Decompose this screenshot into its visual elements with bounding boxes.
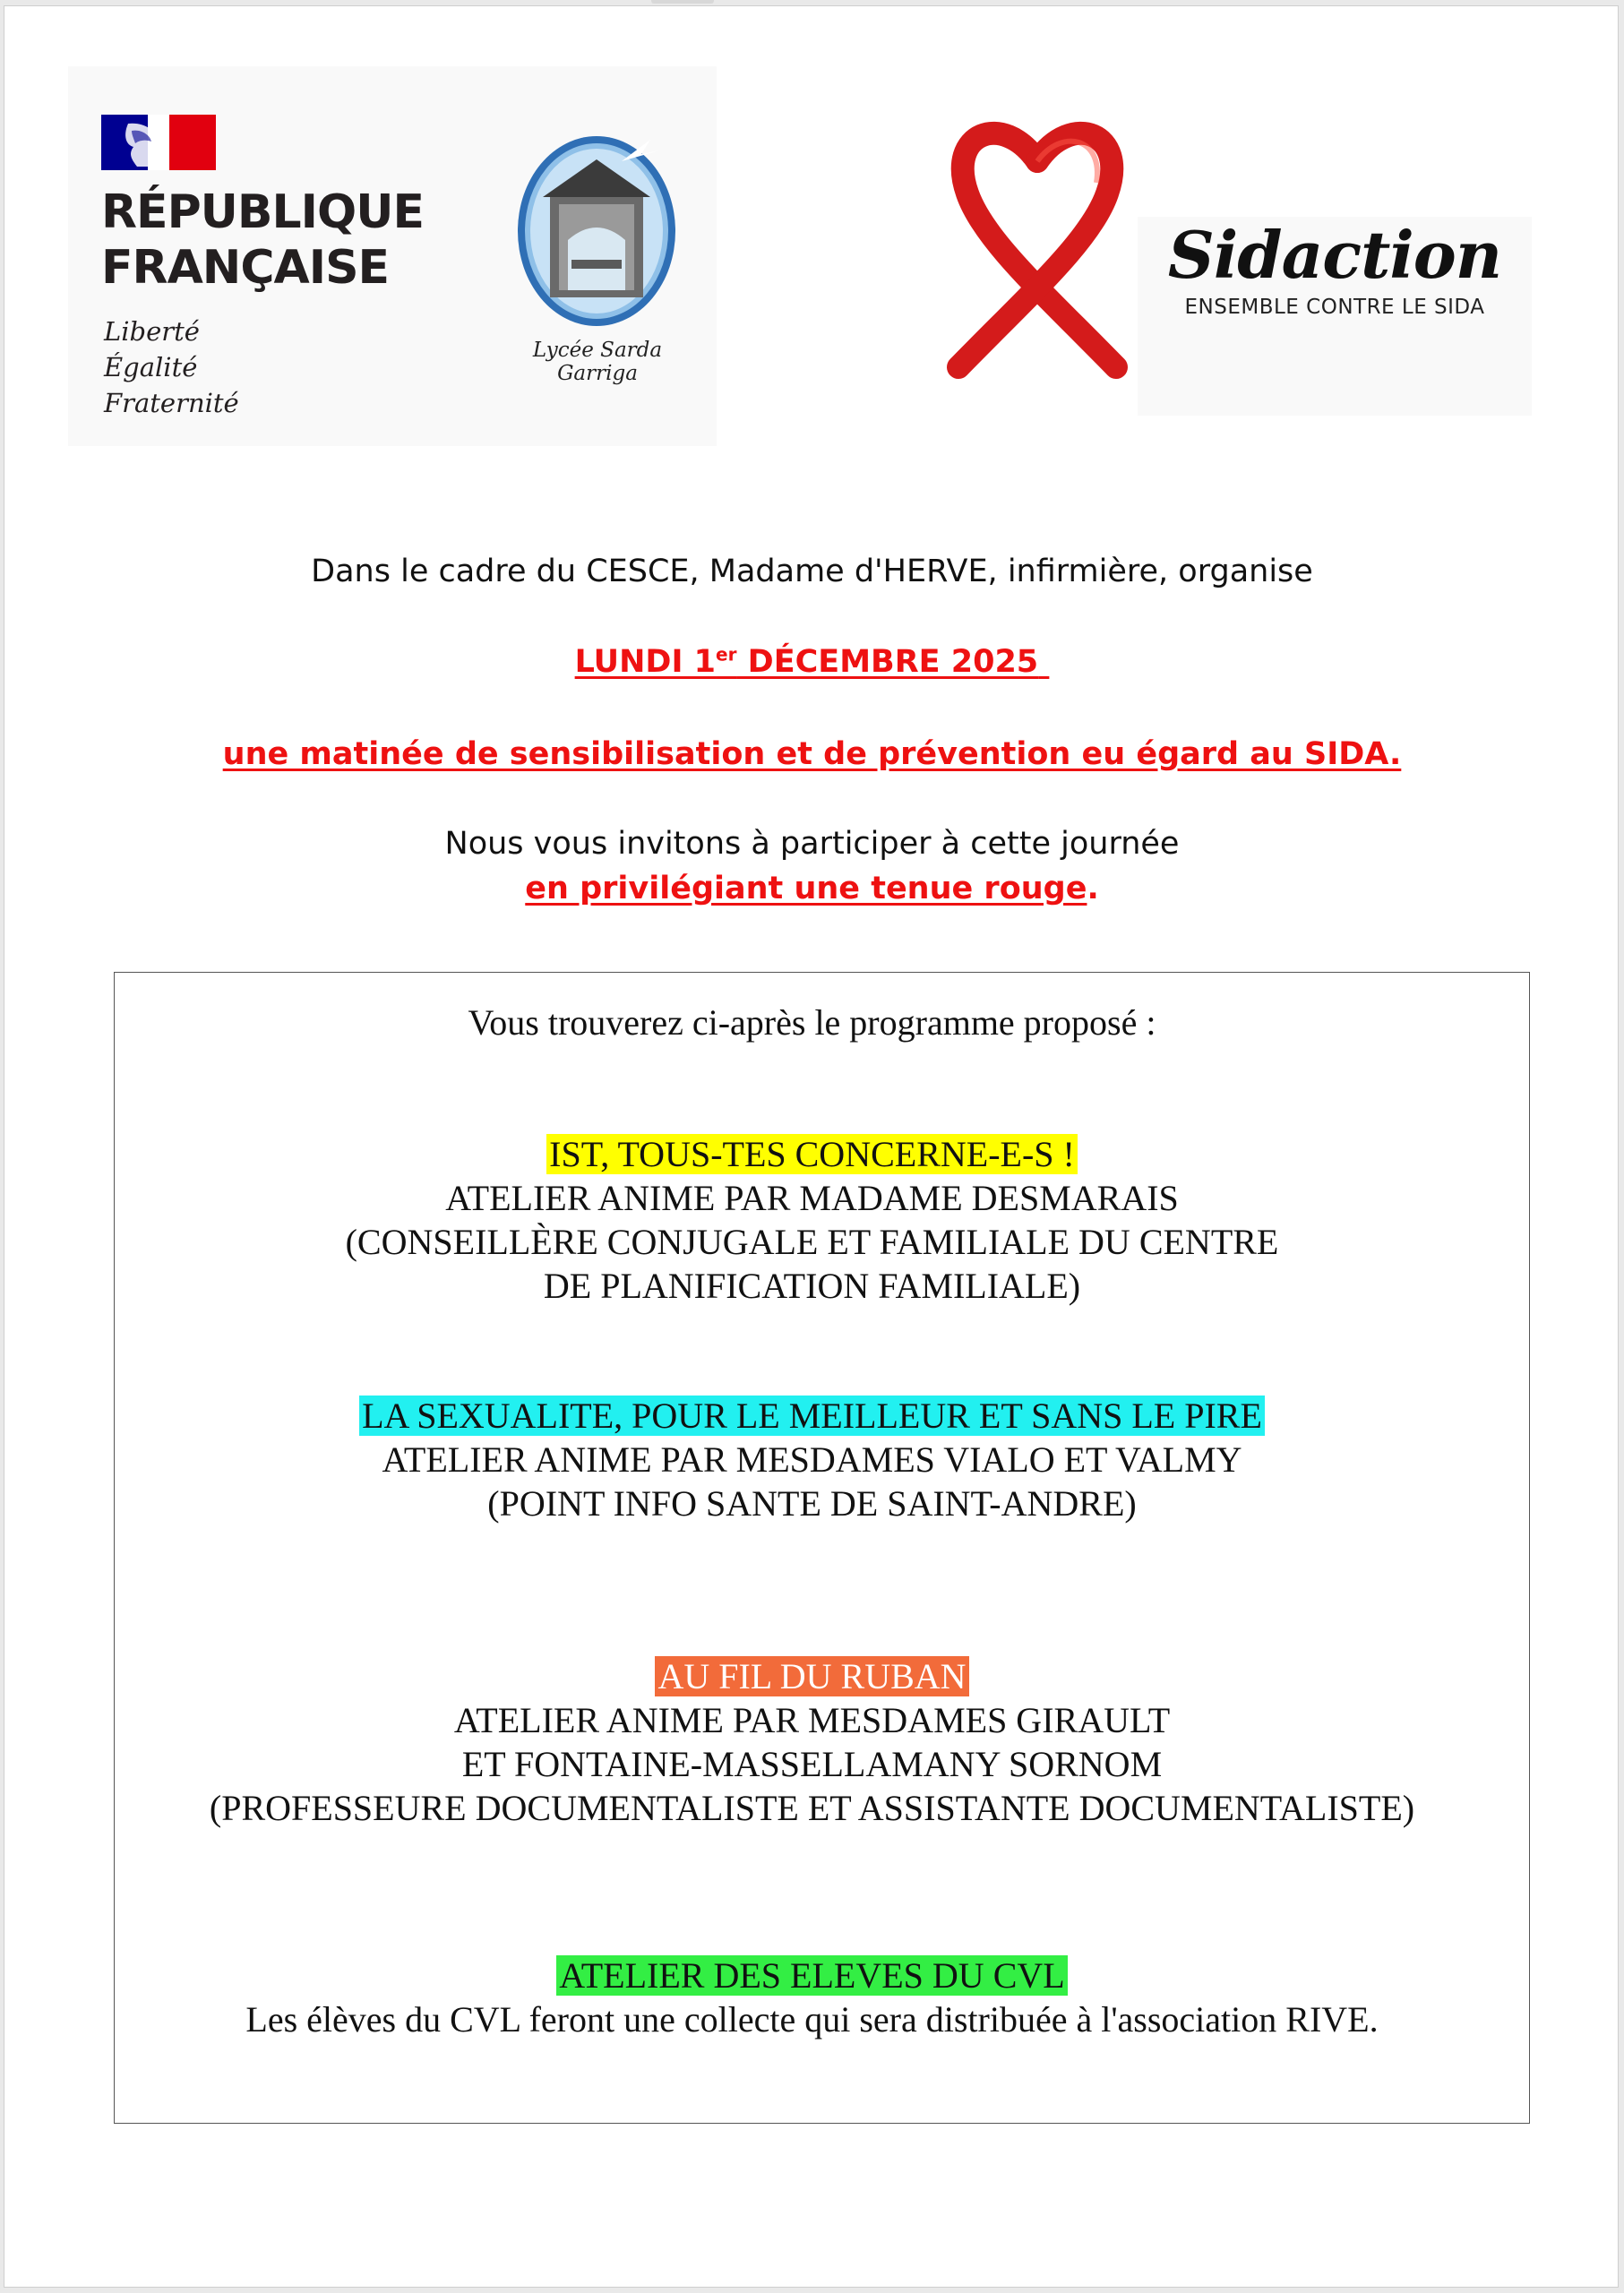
republique-motto bbox=[104, 313, 283, 421]
motto-fraternite: Fraternité bbox=[104, 388, 239, 418]
lycee-emblem-icon bbox=[516, 134, 677, 328]
atelier-4-line: Les élèves du CVL feront une collecte qui sera distribuée à l'association RIVE. bbox=[245, 1999, 1379, 2040]
atelier-3-line: ATELIER ANIME PAR MESDAMES GIRAULT bbox=[453, 1700, 1171, 1740]
programme-intro: Vous trouverez ci-après le programme proposé : bbox=[468, 1002, 1156, 1043]
sidaction-name: Sidaction bbox=[1167, 217, 1502, 293]
invite-line1: Nous vous invitons à participer à cette journée bbox=[444, 826, 1180, 862]
event-description-text: une matinée de sensibilisation et de prévention eu égard au SIDA. bbox=[222, 736, 1402, 772]
intro-line: Dans le cadre du CESCE, Madame d'HERVE, infirmière, organise bbox=[311, 554, 1313, 589]
sidaction-logo bbox=[1138, 217, 1532, 416]
atelier-1-line: ATELIER ANIME PAR MADAME DESMARAIS bbox=[445, 1178, 1179, 1218]
atelier-3-title-text: AU FIL DU RUBAN bbox=[655, 1656, 968, 1696]
sidaction-tagline: ENSEMBLE CONTRE LE SIDA bbox=[1184, 296, 1485, 319]
invite-line2 bbox=[0, 871, 1624, 906]
event-date bbox=[0, 643, 1624, 680]
republique-name-line2: FRANÇAISE bbox=[101, 241, 390, 295]
motto-liberte: Liberté bbox=[104, 316, 200, 347]
atelier-1-line: DE PLANIFICATION FAMILIALE) bbox=[543, 1266, 1081, 1306]
date-prefix: LUNDI 1 bbox=[574, 643, 717, 680]
atelier-2-title-text: LA SEXUALITE, POUR LE MEILLEUR ET SANS LE PIRE bbox=[359, 1396, 1265, 1436]
atelier-2-line: ATELIER ANIME PAR MESDAMES VIALO ET VALMY bbox=[382, 1439, 1242, 1480]
atelier-3-line: ET FONTAINE-MASSELLAMANY SORNOM bbox=[461, 1744, 1163, 1784]
dress-code-period: . bbox=[1087, 871, 1099, 906]
red-ribbon-icon bbox=[937, 115, 1138, 380]
atelier-1-title bbox=[0, 1132, 1624, 1176]
lycee-logo bbox=[512, 134, 683, 385]
atelier-1-line: (CONSEILLÈRE CONJUGALE ET FAMILIALE DU CENTRE bbox=[345, 1222, 1279, 1262]
atelier-1-title-text: IST, TOUS-TES CONCERNE-E-S ! bbox=[546, 1134, 1078, 1174]
lycee-caption: Lycée Sarda Garriga bbox=[532, 339, 663, 385]
date-suffix: DÉCEMBRE 2025 bbox=[736, 643, 1039, 680]
marianne-flag-icon bbox=[101, 115, 216, 170]
atelier-4-title bbox=[0, 1954, 1624, 1997]
motto-egalite: Égalité bbox=[104, 352, 198, 382]
dress-code: en privilégiant une tenue rouge bbox=[525, 871, 1087, 906]
event-date-text bbox=[575, 644, 1050, 680]
atelier-3-line: (PROFESSEURE DOCUMENTALISTE ET ASSISTANTE DOCUMENTALISTE) bbox=[209, 1788, 1415, 1828]
atelier-2-title bbox=[0, 1394, 1624, 1438]
atelier-4-title-text: ATELIER DES ELEVES DU CVL bbox=[556, 1955, 1067, 1996]
republique-name bbox=[101, 185, 424, 296]
atelier-3-title bbox=[0, 1654, 1624, 1698]
event-description bbox=[0, 736, 1624, 772]
atelier-2-line: (POINT INFO SANTE DE SAINT-ANDRE) bbox=[487, 1483, 1137, 1524]
republique-name-line1: RÉPUBLIQUE bbox=[101, 185, 424, 239]
date-ordinal: er bbox=[716, 643, 737, 665]
document-tab bbox=[651, 0, 714, 4]
